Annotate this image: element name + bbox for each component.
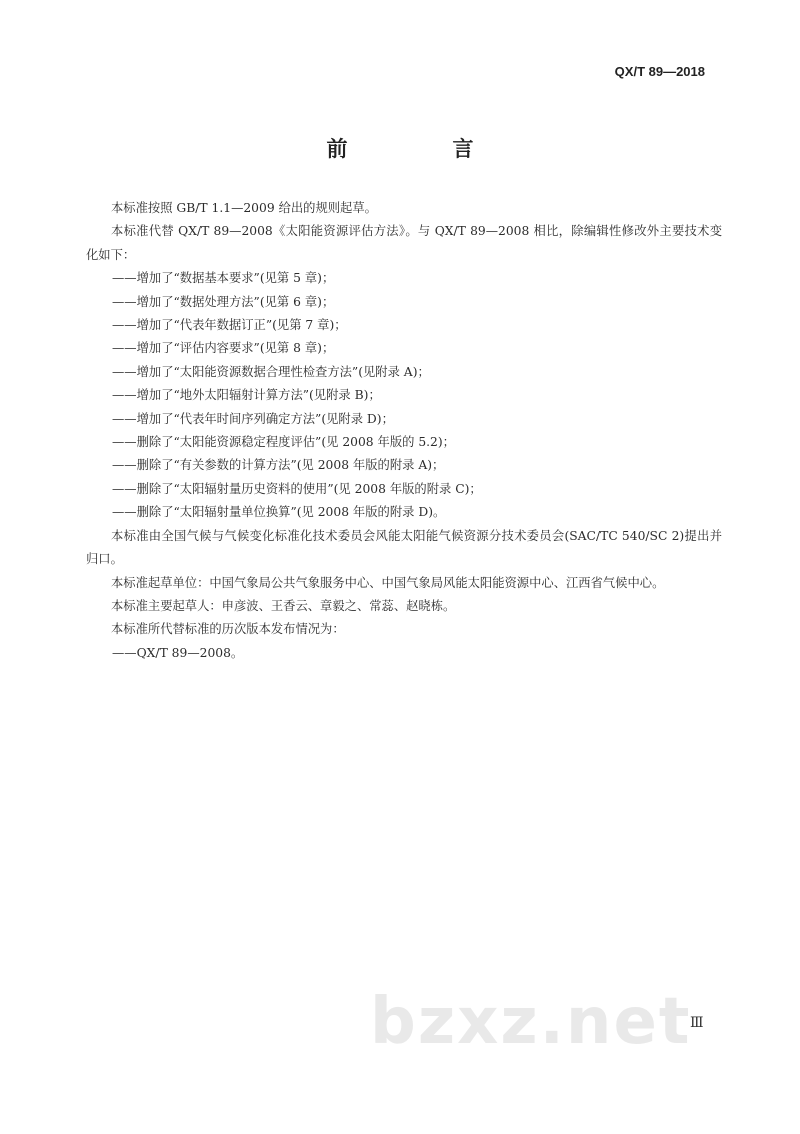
standard-code: QX/T 89—2018 [614,64,705,79]
closing-paragraph: 本标准由全国气候与气候变化标准化技术委员会风能太阳能气候资源分技术委员会(SAC/TC 540/SC 2)提出并归口。 [86,528,722,567]
list-item: ——删除了“太阳能资源稳定程度评估”(见 2008 年版的 5.2)； [112,435,455,450]
list-item: ——增加了“代表年数据订正”(见第 7 章)； [112,318,347,333]
intro-paragraph: 本标准按照 GB/T 1.1—2009 给出的规则起草。 [111,201,377,215]
closing-paragraph: 本标准所代替标准的历次版本发布情况为： [111,622,345,637]
closing-paragraph: 本标准主要起草人：申彦波、王香云、章毅之、常蕊、赵晓栋。 [111,598,456,613]
page-number: Ⅲ [690,1015,704,1031]
list-item: ——增加了“太阳能资源数据合理性检查方法”(见附录 A)； [112,364,430,379]
document-body [86,197,722,665]
list-item: ——删除了“太阳辐射量单位换算”(见 2008 年版的附录 D)。 [112,505,446,520]
list-item: ——删除了“太阳辐射量历史资料的使用”(见 2008 年版的附录 C)； [112,481,482,496]
intro-paragraph: 本标准代替 QX/T 89—2008《太阳能资源评估方法》。与 QX/T 89—2008 相比，除编辑性修改外主要技术变化如下： [86,224,722,262]
list-item: ——增加了“地外太阳辐射计算方法”(见附录 B)； [112,388,381,403]
page-title: 前 言 [326,137,516,161]
list-item: ——增加了“代表年时间序列确定方法”(见附录 D)； [112,411,394,426]
list-item: ——增加了“数据基本要求”(见第 5 章)； [112,271,335,286]
list-item: ——QX/T 89—2008。 [112,645,244,660]
changes-list [86,267,722,524]
list-item: ——删除了“有关参数的计算方法”(见 2008 年版的附录 A)； [112,458,445,473]
history-list [86,642,722,665]
list-item: ——增加了“数据处理方法”(见第 6 章)； [112,294,335,309]
closing-paragraph: 本标准起草单位：中国气象局公共气象服务中心、中国气象局风能太阳能资源中心、江西省气候中心。 [111,575,665,590]
list-item: ——增加了“评估内容要求”(见第 8 章)； [112,341,335,356]
watermark: bzxz.net [370,985,692,1059]
